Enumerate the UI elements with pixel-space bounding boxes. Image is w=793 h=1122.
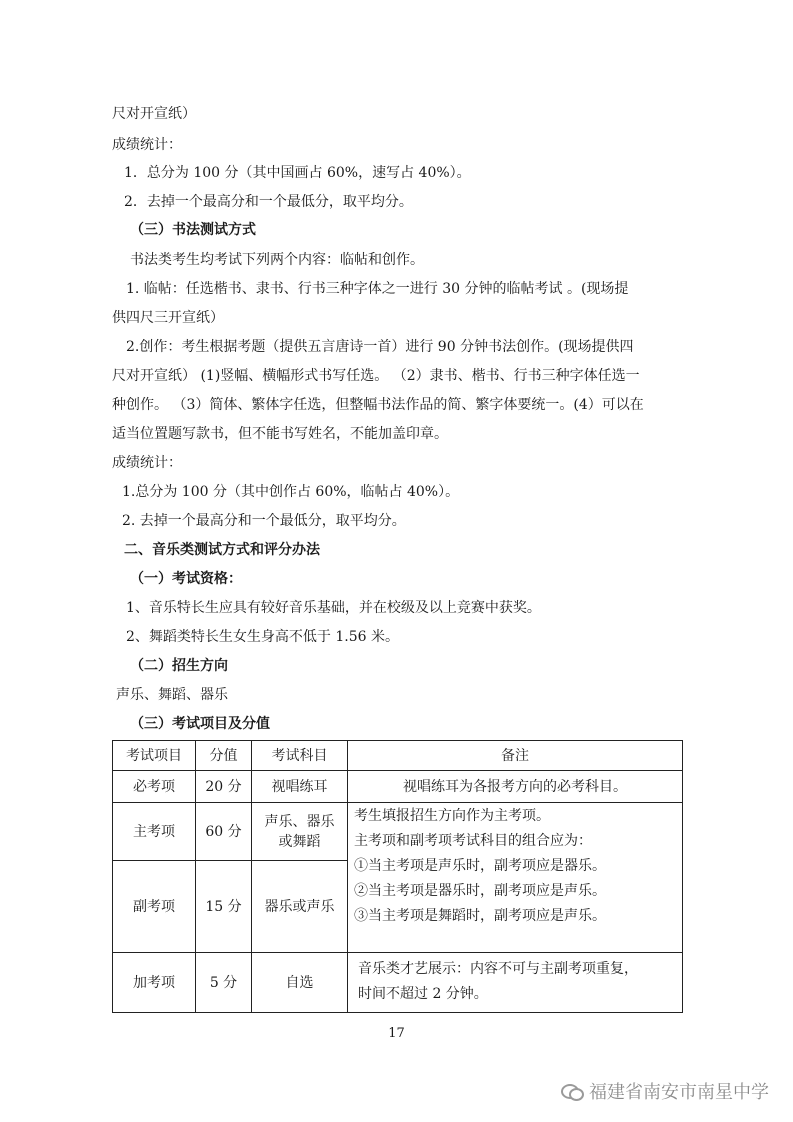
section-heading: （二）招生方向 [130,658,228,674]
table-cell: 主考项 [113,803,196,861]
table-cell: 视唱练耳为各报考方向的必考科目。 [348,771,683,803]
page-number: 17 [388,1026,405,1041]
table-cell: 60 分 [196,803,252,861]
text-line: 1. 临帖：任选楷书、隶书、行书三种字体之一进行 30 分钟的临帖考试 。(现场提 [126,281,629,297]
table-cell: 20 分 [196,771,252,803]
text-line: 成绩统计： [112,455,182,471]
list-item: 2．去掉一个最高分和一个最低分，取平均分。 [124,194,413,210]
text-line: 成绩统计： [112,137,182,153]
table-header-cell: 考试科目 [252,741,348,771]
table-cell: 自选 [252,953,348,1013]
text-line: 尺对开宣纸） [112,106,196,122]
section-heading: （一）考试资格： [130,571,242,587]
table-cell [348,953,683,1013]
table-cell [252,803,348,861]
remark-line: 考生填报招生方向作为主考项。 [354,808,550,824]
list-item: 1、音乐特长生应具有较好音乐基础，并在校级及以上竞赛中获奖。 [126,600,541,616]
remark-line: 时间不超过 2 分钟。 [358,986,488,1002]
table-row [113,953,683,1013]
list-item: 1．总分为 100 分（其中国画占 60%，速写占 40%）。 [124,165,471,181]
remark-line: ①当主考项是声乐时，副考项应是器乐。 [354,858,606,874]
section-heading: （三）书法测试方式 [130,222,256,238]
remark-line: ③当主考项是舞蹈时，副考项应是声乐。 [354,908,606,924]
text-line: 书法类考生均考试下列两个内容：临帖和创作。 [130,252,424,268]
cell-line: 声乐、器乐 [264,813,335,830]
table-header-cell: 备注 [348,741,683,771]
table-cell: 副考项 [113,861,196,953]
watermark-text: 福建省南安市南星中学 [589,1082,769,1103]
table-row [113,803,683,861]
table-header-cell: 分值 [196,741,252,771]
table-header-cell: 考试项目 [113,741,196,771]
exam-score-table [112,740,683,1013]
table-cell: 加考项 [113,953,196,1013]
table-cell: 5 分 [196,953,252,1013]
remark-line: 主考项和副考项考试科目的组合应为： [354,833,592,849]
table-header-row [113,741,683,771]
text-line: 种创作。 （3）简体、繁体字任选，但整幅书法作品的简、繁字体要统一。(4）可以在 [112,397,644,413]
section-heading: （三）考试项目及分值 [130,716,270,732]
text-line: 供四尺三开宣纸） [112,310,224,326]
text-line: 尺对开宣纸） (1)竖幅、横幅形式书写任选。 （2）隶书、楷书、行书三种字体任选一 [112,368,640,384]
table-row [113,771,683,803]
table-cell: 视唱练耳 [252,771,348,803]
list-item: 2. 去掉一个最高分和一个最低分，取平均分。 [122,513,406,529]
remark-line: 音乐类才艺展示：内容不可与主副考项重复， [358,961,638,977]
remark-line: ②当主考项是器乐时，副考项应是声乐。 [354,883,606,899]
cell-line: 或舞蹈 [278,833,321,850]
text-line: 声乐、舞蹈、器乐 [116,687,228,703]
section-heading: 二、音乐类测试方式和评分办法 [124,542,320,558]
text-line: 2.创作：考生根据考题（提供五言唐诗一首）进行 90 分钟书法创作。(现场提供四 [126,339,634,355]
text-line: 适当位置题写款书，但不能书写姓名，不能加盖印章。 [112,426,448,442]
table-cell: 必考项 [113,771,196,803]
merged-remark-cell [348,803,683,953]
table-cell: 器乐或声乐 [252,861,348,953]
list-item: 1.总分为 100 分（其中创作占 60%，临帖占 40%）。 [122,484,460,500]
wechat-icon [561,1082,583,1100]
table-cell: 15 分 [196,861,252,953]
watermark [561,1078,769,1104]
list-item: 2、舞蹈类特长生女生身高不低于 1.56 米。 [126,629,399,645]
